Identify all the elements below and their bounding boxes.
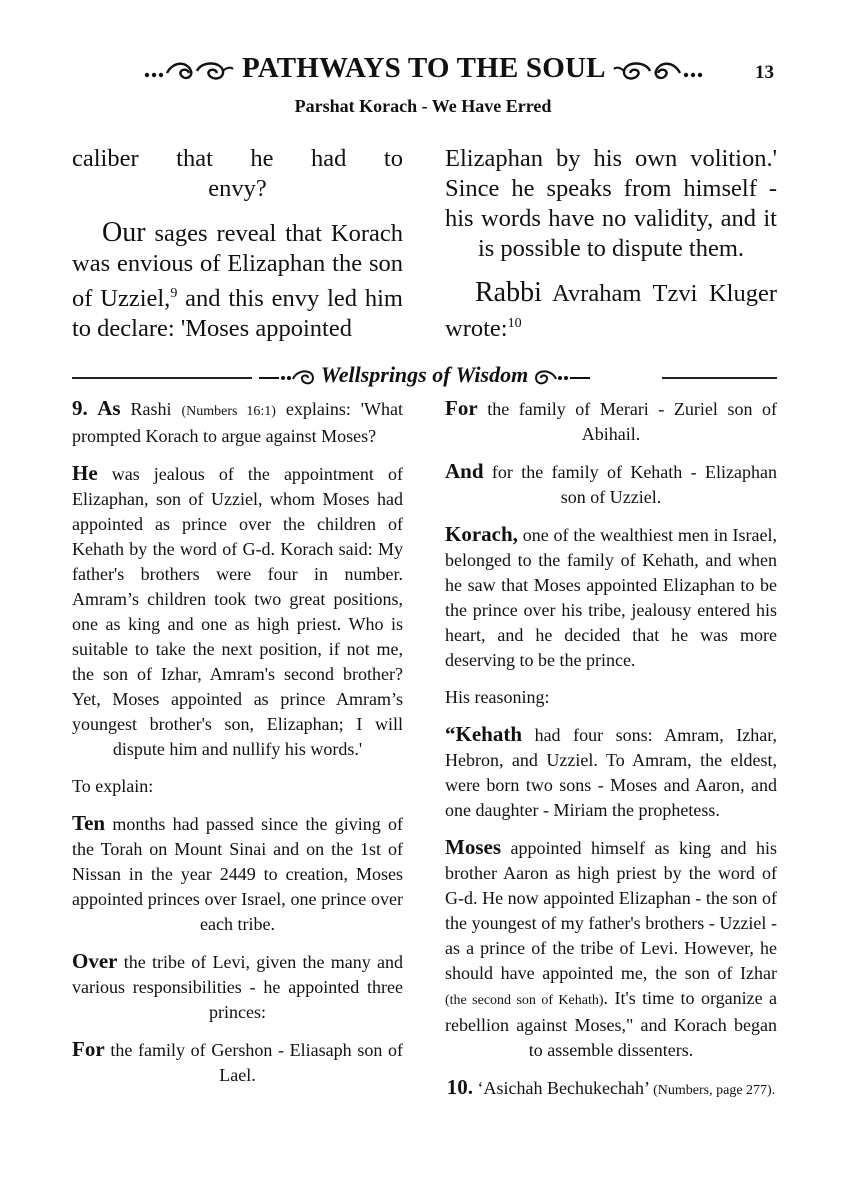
footnote-paragraph: Moses appointed himself as king and his brother Aaron as high priest by the word of G-d. He now appointed Elizaphan - the son of the youngest of my father's brothers - Uzziel - as a prince of the tribe of Levi. However, he should have appointed me, the son of Izhar (the second son of Kehath). It's time to organize a rebellion against Moses," and Korach began to assemble dissenters. [445, 835, 777, 1060]
publication-title: PATHWAYS TO THE SOUL [241, 52, 605, 84]
footnote-paragraph: Over the tribe of Levi, given the many and various responsibilities - he appointed three princes: [72, 949, 403, 1022]
paragraph: Elizaphan by his own volition.' Since he speaks from himself - his words have no validity, and it is possible to dispute them. [445, 145, 777, 262]
main-column-left [72, 144, 403, 344]
footnote-paragraph: And for the family of Kehath - Elizaphan son of Uzziel. [445, 459, 777, 507]
divider-text: Wellsprings of Wisdom [317, 362, 532, 387]
footnote-paragraph: Ten months had passed since the giving of the Torah on Mount Sinai and on the 1st of Nissan in the year 2449 to creation, Moses appointed princes over Israel, one prince over each tribe. [72, 811, 403, 934]
running-header [0, 50, 846, 90]
lead-word: Rabbi [475, 277, 542, 308]
paragraph: envy? [208, 175, 267, 202]
citation: (Numbers, page 277). [653, 1083, 776, 1098]
footnote-paragraph: For the family of Merari - Zuriel son of Abihail. [445, 396, 777, 444]
footnote-paragraph: “Kehath had four sons: Amram, Izhar, Hebron, and Uzziel. To Amram, the eldest, were born two sons - Moses and Aaron, and one daughter - Miriam the prophetess. [445, 722, 777, 820]
footnote-paragraph: His reasoning: [445, 687, 550, 707]
section-divider [72, 362, 777, 396]
header-title-row [0, 52, 846, 85]
divider-ornament-left-icon [257, 367, 317, 387]
divider-ornament-right-icon [532, 367, 592, 387]
footnote-paragraph: To explain: [72, 776, 154, 796]
citation: (Numbers 16:1) [181, 404, 276, 419]
main-column-right [445, 144, 777, 344]
lead-word: Our [102, 217, 146, 248]
footnote-9: 9. As Rashi (Numbers 16:1) explains: 'What prompted Korach to argue against Moses? [72, 396, 403, 446]
footnotes-column-left [72, 396, 403, 1100]
paragraph: caliber that he had to [72, 145, 403, 172]
footnote-10: 10. ‘Asichah Bechukechah’ (Numbers, page 277). [446, 1075, 776, 1099]
footnote-paragraph: For the family of Gershon - Eliasaph son of Lael. [72, 1037, 403, 1085]
paragraph: Our sages reveal that Korach was envious of Elizaphan the son of Uzziel,$^9$ and this envy led him to declare: 'Moses appointed [72, 217, 403, 343]
page-number: 13 [755, 62, 774, 83]
footnote-number: 10. [446, 1075, 474, 1099]
chapter-subtitle: Parshat Korach - We Have Erred [294, 96, 552, 116]
citation: (the second son of Kehath) [445, 993, 604, 1008]
paragraph: Rabbi Avraham Tzvi Kluger wrote:$^{10}$ [445, 277, 777, 343]
footnote-number: 9. As [72, 396, 121, 420]
footnote-paragraph: He was jealous of the appointment of Elizaphan, son of Uzziel, whom Moses had appointed as prince over the children of Kehath by the word of G-d. Korach said: My father's brothers were four in number. Amram’s children took two great positions, one as king and one as high priest. Who is suitable to take the next position, if not me, the son of Izhar, Amram's second brother? Yet, Moses appointed as prince Amram’s youngest brother's son, Elizaphan; I will dispute him and nullify his words.' [72, 461, 403, 759]
footnote-paragraph: Korach, one of the wealthiest men in Israel, belonged to the family of Kehath, and when he saw that Moses appointed Elizaphan to be the prince over his tribe, jealousy entered his heart, and he decided that he was more deserving to be the prince. [445, 522, 777, 670]
ornament-right-icon [612, 57, 704, 83]
footnote-ref: 9 [170, 286, 178, 301]
divider-label [72, 362, 777, 388]
footnotes-column-right [445, 396, 777, 1115]
ornament-left-icon [143, 57, 235, 83]
footnote-ref: 10 [507, 316, 522, 331]
